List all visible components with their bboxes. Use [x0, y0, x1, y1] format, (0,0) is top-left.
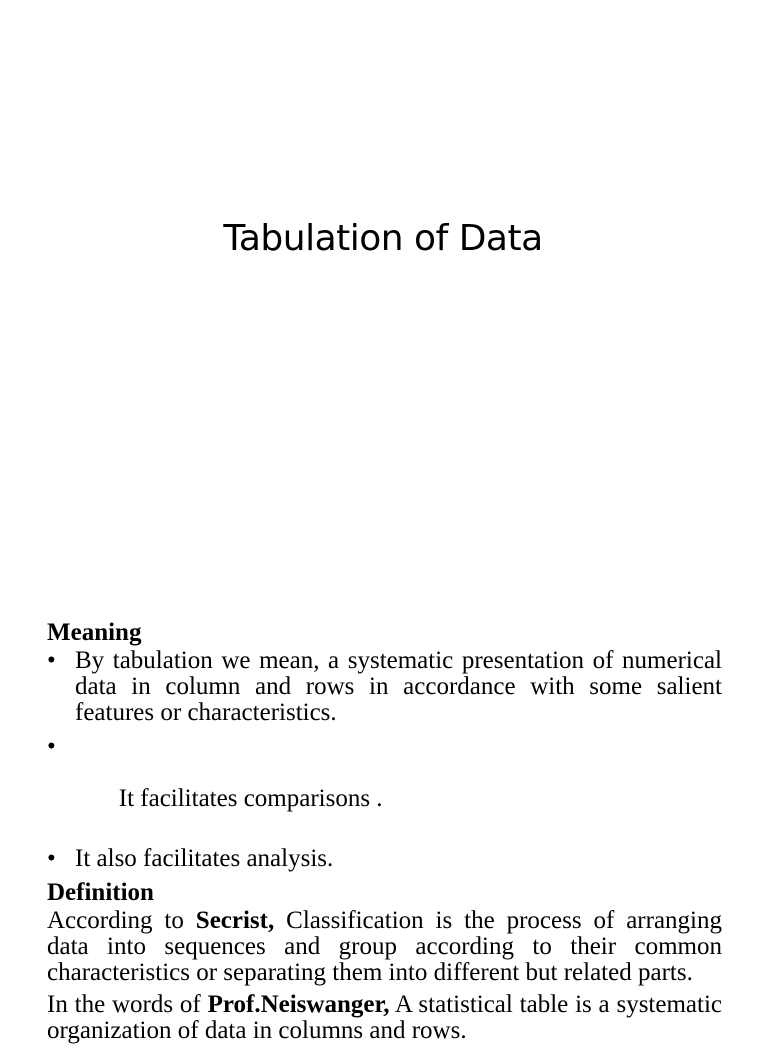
- definition-paragraph-neiswanger: [47, 992, 722, 1044]
- para-prefix: In the words of: [47, 991, 208, 1018]
- bullet-icon: •: [47, 733, 56, 760]
- bullet-item: [47, 648, 722, 726]
- bullet-text: It also facilitates analysis.: [75, 845, 334, 872]
- para-text: A statistical table is a systematic organization of data in columns and rows.: [47, 991, 722, 1044]
- meaning-heading: Meaning: [47, 619, 142, 646]
- slide-content: [47, 620, 722, 1050]
- definition-heading: Definition: [47, 879, 154, 906]
- bullet-text: By tabulation we mean, a systematic presentation of numerical data in column and rows in accordance with some salient features or characteristics.: [75, 647, 722, 726]
- bullet-text: It facilitates comparisons .: [112, 785, 383, 812]
- para-prefix: According to: [47, 907, 196, 934]
- author-name: Secrist,: [195, 907, 275, 934]
- para-text: Classification is the process of arranging data into sequences and group according to their common characteristics or separating them into different but related parts.: [47, 907, 722, 986]
- author-name: Prof.Neiswanger,: [207, 991, 390, 1018]
- slide-title: Tabulation of Data: [223, 218, 543, 259]
- bullet-icon: •: [47, 647, 56, 674]
- definition-paragraph-secrist: [47, 908, 722, 986]
- bullet-item: [47, 734, 722, 838]
- bullet-item: [47, 846, 722, 872]
- bullet-icon: •: [47, 845, 56, 872]
- meaning-bullet-list: [47, 648, 722, 872]
